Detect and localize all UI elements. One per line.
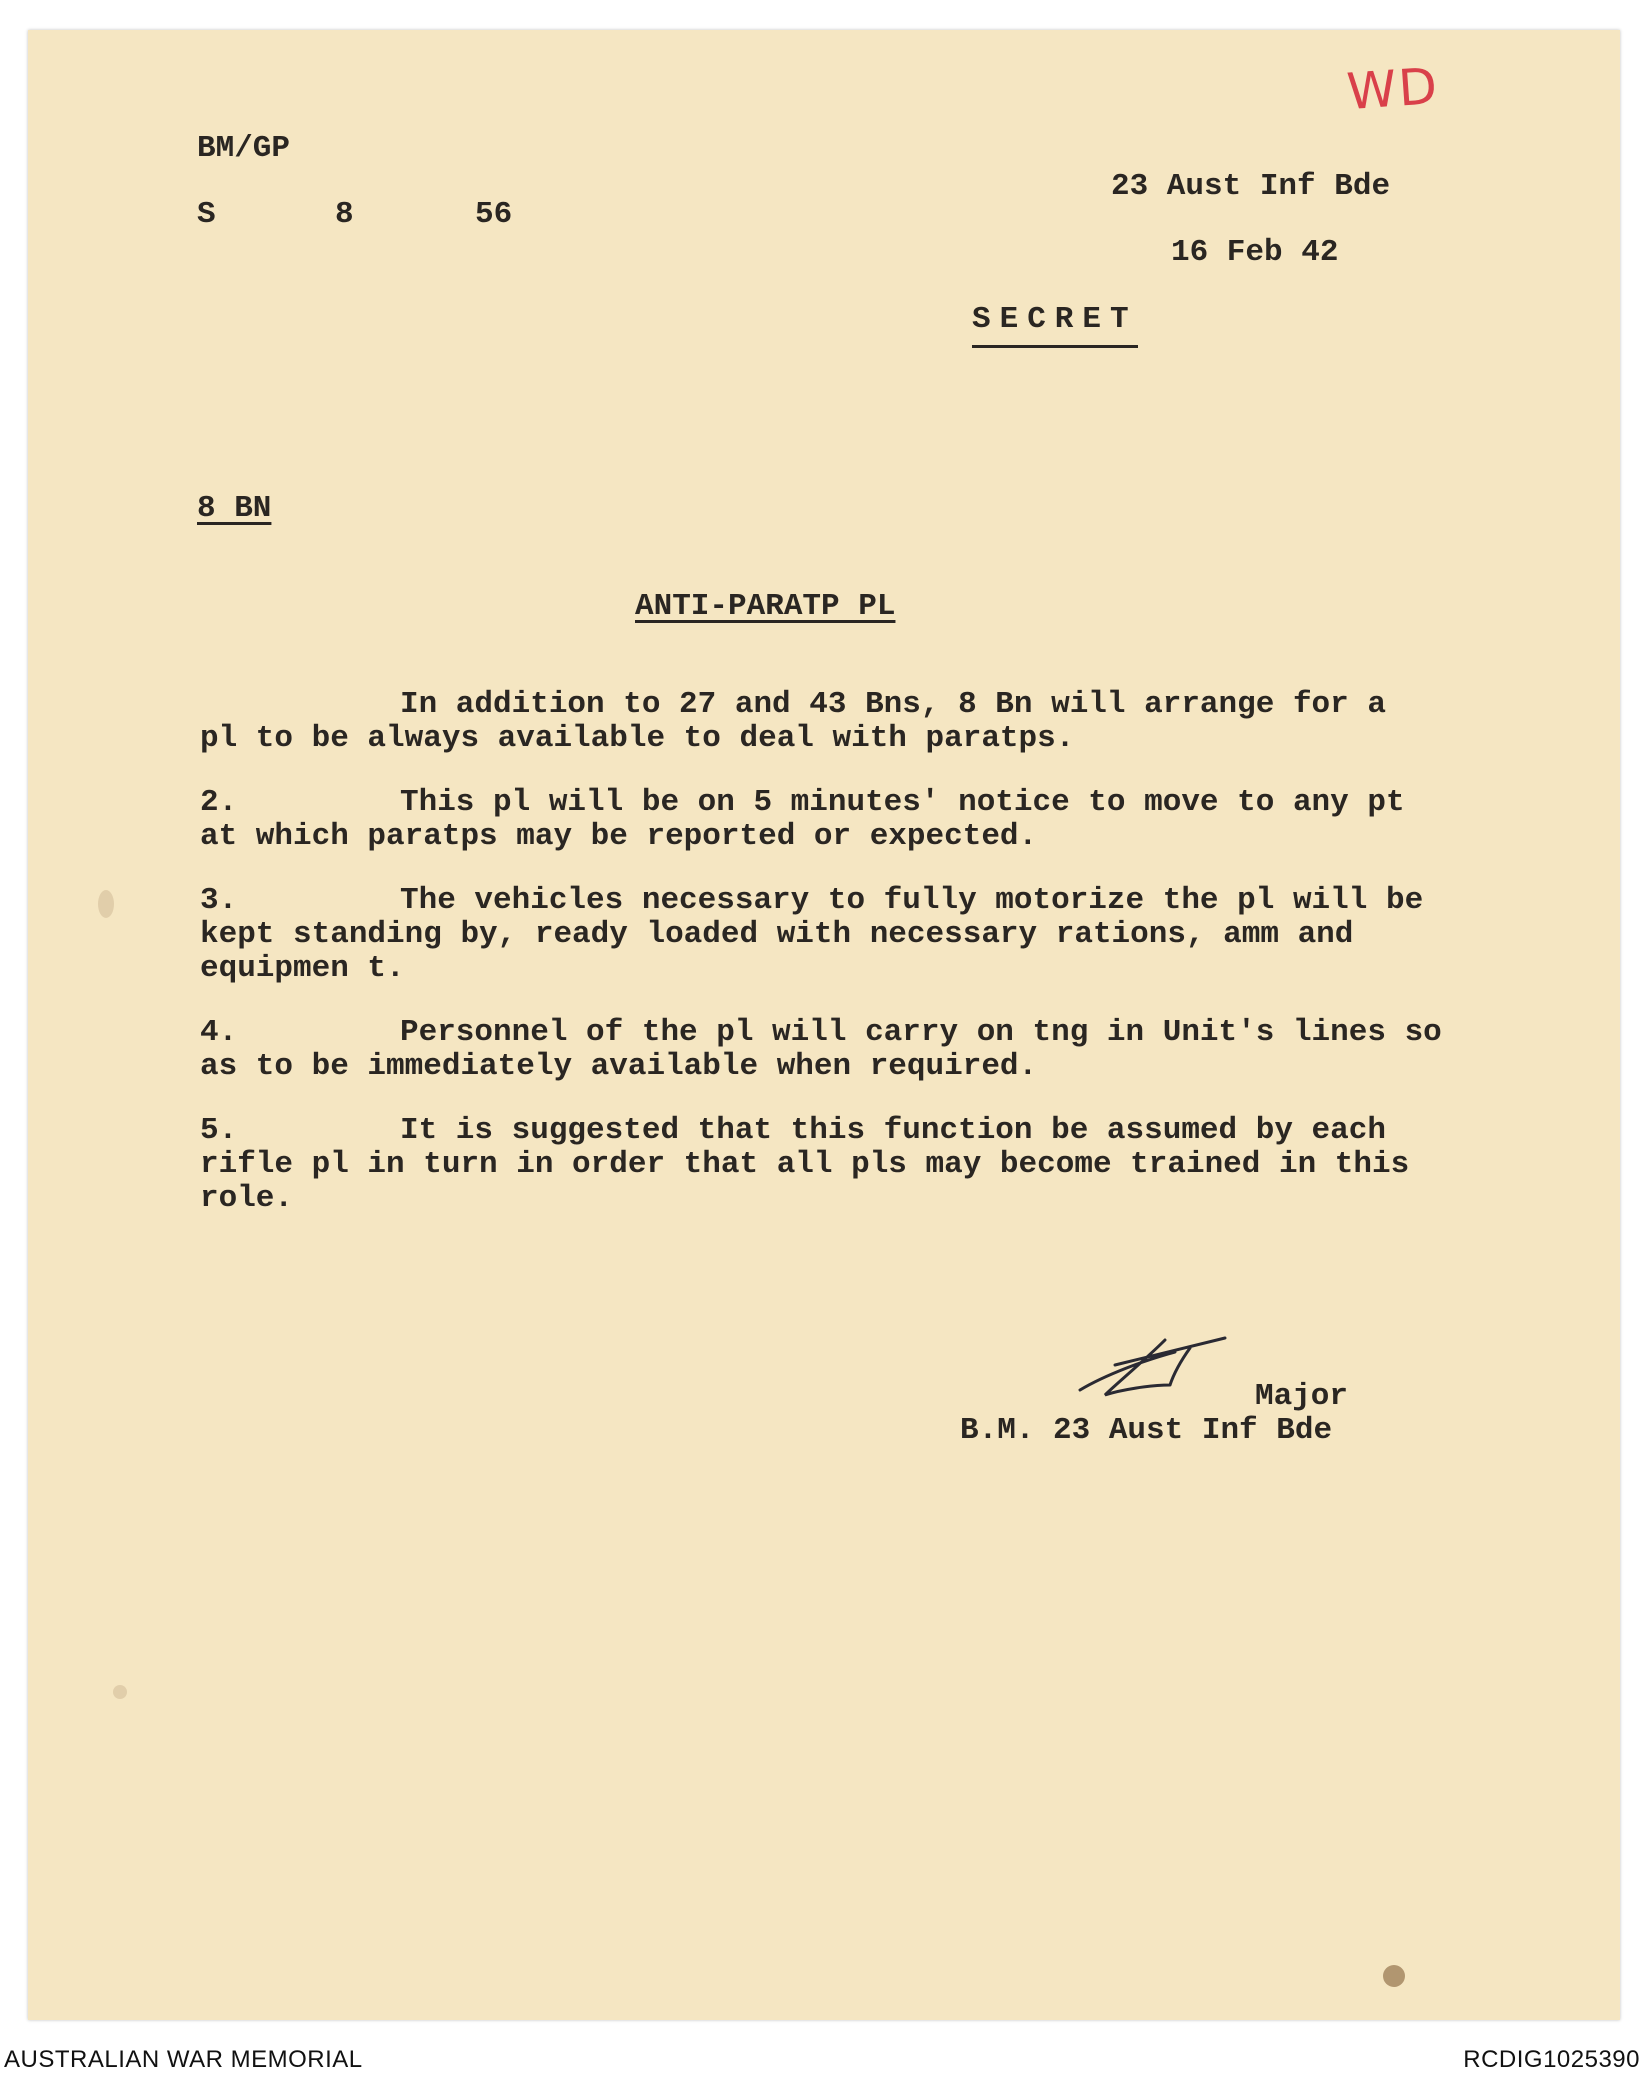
signatory-rank: Major bbox=[1255, 1379, 1349, 1414]
paragraph-4 bbox=[200, 1016, 1442, 1084]
footer-archive-name: AUSTRALIAN WAR MEMORIAL bbox=[4, 2046, 363, 2073]
paragraph-line: role. bbox=[200, 1181, 294, 1216]
paragraph-line: rifle pl in turn in order that all pls may become trained in this bbox=[200, 1147, 1410, 1182]
paragraph-line: 2. This pl will be on 5 minutes' notice to move to any pt bbox=[200, 785, 1405, 820]
paragraph-line: In addition to 27 and 43 Bns, 8 Bn will arrange for a bbox=[400, 687, 1386, 722]
footer-catalogue-id: RCDIG1025390 bbox=[1463, 2046, 1640, 2073]
unit-name: 23 Aust Inf Bde bbox=[1111, 169, 1391, 204]
signatory-appointment: B.M. 23 Aust Inf Bde bbox=[960, 1413, 1333, 1448]
paragraph-line: pl to be always available to deal with paratps. bbox=[200, 721, 1075, 756]
paragraph-line: 3. The vehicles necessary to fully motorize the pl will be bbox=[200, 883, 1424, 918]
handwritten-signature bbox=[1075, 1330, 1245, 1410]
paragraph-number: 5. bbox=[200, 1113, 238, 1148]
classification-heading: SECRET bbox=[972, 303, 1138, 348]
paragraph-5 bbox=[200, 1114, 1409, 1216]
subject-heading: ANTI-PARATP PL bbox=[635, 589, 896, 624]
paragraph-2 bbox=[200, 786, 1405, 854]
stain-mark bbox=[1383, 1965, 1405, 1987]
paragraph-line: 5. It is suggested that this function be assumed by each bbox=[200, 1113, 1386, 1148]
archive-mark-handwritten: WD bbox=[1345, 56, 1441, 122]
paragraph-1 bbox=[200, 688, 1386, 756]
paragraph-number: 3. bbox=[200, 883, 238, 918]
file-number-2: 56 bbox=[475, 197, 513, 232]
paragraph-line: equipmen t. bbox=[200, 951, 405, 986]
document-date: 16 Feb 42 bbox=[1171, 235, 1339, 270]
paragraph-line: at which paratps may be reported or expected. bbox=[200, 819, 1038, 854]
paragraph-line: kept standing by, ready loaded with necessary rations, amm and bbox=[200, 917, 1354, 952]
paragraph-3 bbox=[200, 884, 1423, 986]
reference-code: BM/GP bbox=[197, 131, 291, 166]
paragraph-line: as to be immediately available when required. bbox=[200, 1049, 1038, 1084]
stain-mark bbox=[98, 890, 114, 918]
paragraph-number: 4. bbox=[200, 1015, 238, 1050]
addressee: 8 BN bbox=[197, 491, 272, 526]
paragraph-line: 4. Personnel of the pl will carry on tng in Unit's lines so bbox=[200, 1015, 1442, 1050]
stain-mark bbox=[113, 1685, 127, 1699]
file-number-1: 8 bbox=[335, 197, 354, 232]
file-series-s: S bbox=[197, 197, 216, 232]
paragraph-number: 2. bbox=[200, 785, 238, 820]
